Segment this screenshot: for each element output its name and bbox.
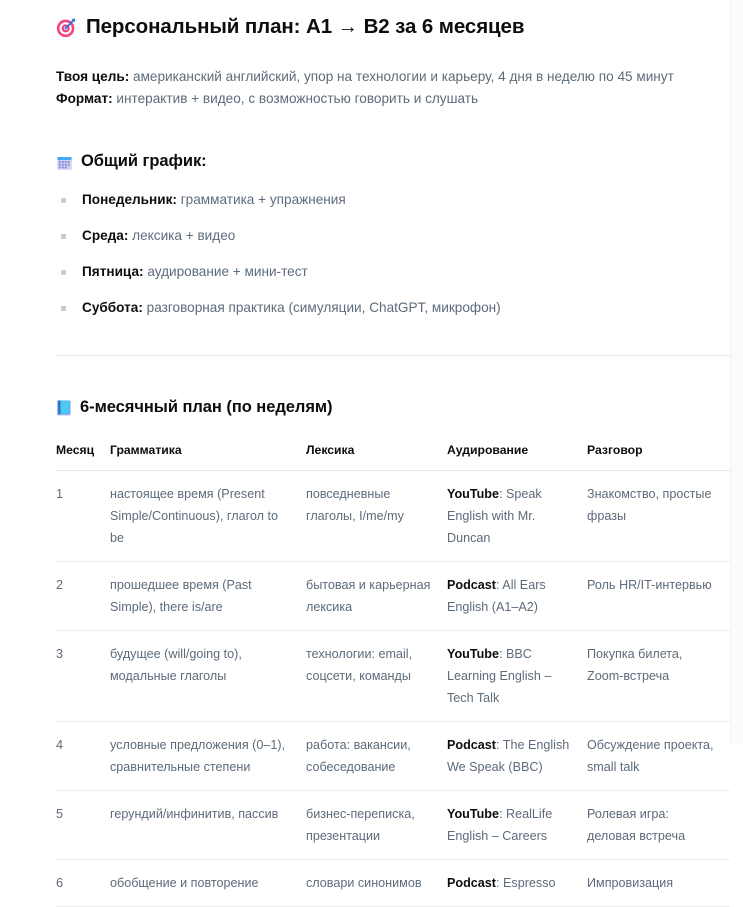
cell-grammar: настоящее время (Present Simple/Continuous), глагол to be xyxy=(110,471,306,562)
column-header-grammar: Грамматика xyxy=(110,442,306,471)
cell-speaking: Роль HR/IT-интервью xyxy=(587,562,730,631)
cell-listening xyxy=(447,722,587,791)
meta-goal-line xyxy=(56,66,730,88)
schedule-day: Пятница: xyxy=(82,264,144,279)
schedule-list xyxy=(56,190,730,318)
cell-month: 4 xyxy=(56,722,110,791)
meta-format-value: интерактив + видео, с возможностью говорить и слушать xyxy=(112,91,479,106)
listening-source: YouTube xyxy=(447,647,499,661)
plan-table-head xyxy=(56,442,730,471)
listening-detail: : All Ears English (A1–A2) xyxy=(447,578,546,614)
schedule-day: Суббота: xyxy=(82,300,143,315)
table-header-row xyxy=(56,442,730,471)
document-content xyxy=(56,0,730,907)
cell-grammar: прошедшее время (Past Simple), there is/are xyxy=(110,562,306,631)
container-right-gutter xyxy=(731,0,743,743)
schedule-day: Понедельник: xyxy=(82,192,177,207)
listening-source: Podcast xyxy=(447,578,496,592)
listening-detail: : The English We Speak (BBC) xyxy=(447,738,570,774)
cell-vocabulary: технологии: email, соцсети, команды xyxy=(306,631,447,722)
schedule-activity: разговорная практика (симуляции, ChatGPT, микрофон) xyxy=(142,300,501,315)
table-row xyxy=(56,471,730,562)
meta-goal-value: американский английский, упор на технологии и карьеру, 4 дня в неделю по 45 минут xyxy=(129,69,674,84)
meta-block xyxy=(56,66,730,110)
list-item xyxy=(56,190,730,210)
table-row xyxy=(56,722,730,791)
plan-table xyxy=(56,442,730,907)
calendar-icon xyxy=(56,154,73,171)
cell-month: 3 xyxy=(56,631,110,722)
list-item xyxy=(56,262,730,282)
column-header-speaking: Разговор xyxy=(587,442,730,471)
listening-detail: : Speak English with Mr. Duncan xyxy=(447,487,542,545)
meta-format-label: Формат: xyxy=(56,91,113,106)
plan-table-body xyxy=(56,471,730,907)
listening-source: Podcast xyxy=(447,876,496,890)
list-item xyxy=(56,226,730,246)
cell-listening xyxy=(447,791,587,860)
cell-speaking: Знакомство, простые фразы xyxy=(587,471,730,562)
cell-month: 6 xyxy=(56,860,110,907)
schedule-activity: лексика + видео xyxy=(128,228,236,243)
cell-listening xyxy=(447,860,587,907)
cell-speaking: Ролевая игра: деловая встреча xyxy=(587,791,730,860)
listening-source: YouTube xyxy=(447,487,499,501)
column-header-listening: Аудирование xyxy=(447,442,587,471)
table-row xyxy=(56,562,730,631)
cell-listening xyxy=(447,631,587,722)
listening-detail: : BBC Learning English – Tech Talk xyxy=(447,647,552,705)
cell-month: 5 xyxy=(56,791,110,860)
cell-grammar: обобщение и повторение xyxy=(110,860,306,907)
cell-vocabulary: бытовая и карьерная лексика xyxy=(306,562,447,631)
listening-detail: : Espresso xyxy=(496,876,556,890)
cell-speaking: Покупка билета, Zoom-встреча xyxy=(587,631,730,722)
cell-vocabulary: словари синонимов xyxy=(306,860,447,907)
listening-detail: : RealLife English – Careers xyxy=(447,807,553,843)
table-row xyxy=(56,791,730,860)
section-divider xyxy=(56,355,730,356)
column-header-month: Месяц xyxy=(56,442,110,471)
page-title-text: Персональный план: A1 → B2 за 6 месяцев xyxy=(86,15,525,38)
column-header-vocabulary: Лексика xyxy=(306,442,447,471)
cell-speaking: Обсуждение проекта, small talk xyxy=(587,722,730,791)
meta-goal-label: Твоя цель: xyxy=(56,69,130,84)
target-icon xyxy=(56,17,77,38)
schedule-activity: аудирование + мини-тест xyxy=(143,264,308,279)
plan-heading-text: 6-месячный план (по неделям) xyxy=(80,398,333,416)
list-item xyxy=(56,298,730,318)
cell-month: 1 xyxy=(56,471,110,562)
cell-grammar: герундий/инфинитив, пассив xyxy=(110,791,306,860)
table-row xyxy=(56,860,730,907)
page-title xyxy=(56,12,730,42)
listening-source: YouTube xyxy=(447,807,499,821)
cell-vocabulary: повседневные глаголы, I/me/my xyxy=(306,471,447,562)
cell-vocabulary: работа: вакансии, собеседование xyxy=(306,722,447,791)
cell-listening xyxy=(447,471,587,562)
plan-heading xyxy=(56,394,730,420)
cell-listening xyxy=(447,562,587,631)
schedule-day: Среда: xyxy=(82,228,129,243)
blue-book-icon xyxy=(56,399,72,417)
cell-vocabulary: бизнес-переписка, презентации xyxy=(306,791,447,860)
cell-grammar: условные предложения (0–1), сравнительные степени xyxy=(110,722,306,791)
schedule-heading xyxy=(56,148,730,174)
meta-format-line xyxy=(56,88,730,110)
cell-month: 2 xyxy=(56,562,110,631)
schedule-activity: грамматика + упражнения xyxy=(176,192,346,207)
listening-source: Podcast xyxy=(447,738,496,752)
cell-grammar: будущее (will/going to), модальные глаголы xyxy=(110,631,306,722)
schedule-heading-text: Общий график: xyxy=(81,152,207,170)
cell-speaking: Импровизация xyxy=(587,860,730,907)
table-row xyxy=(56,631,730,722)
